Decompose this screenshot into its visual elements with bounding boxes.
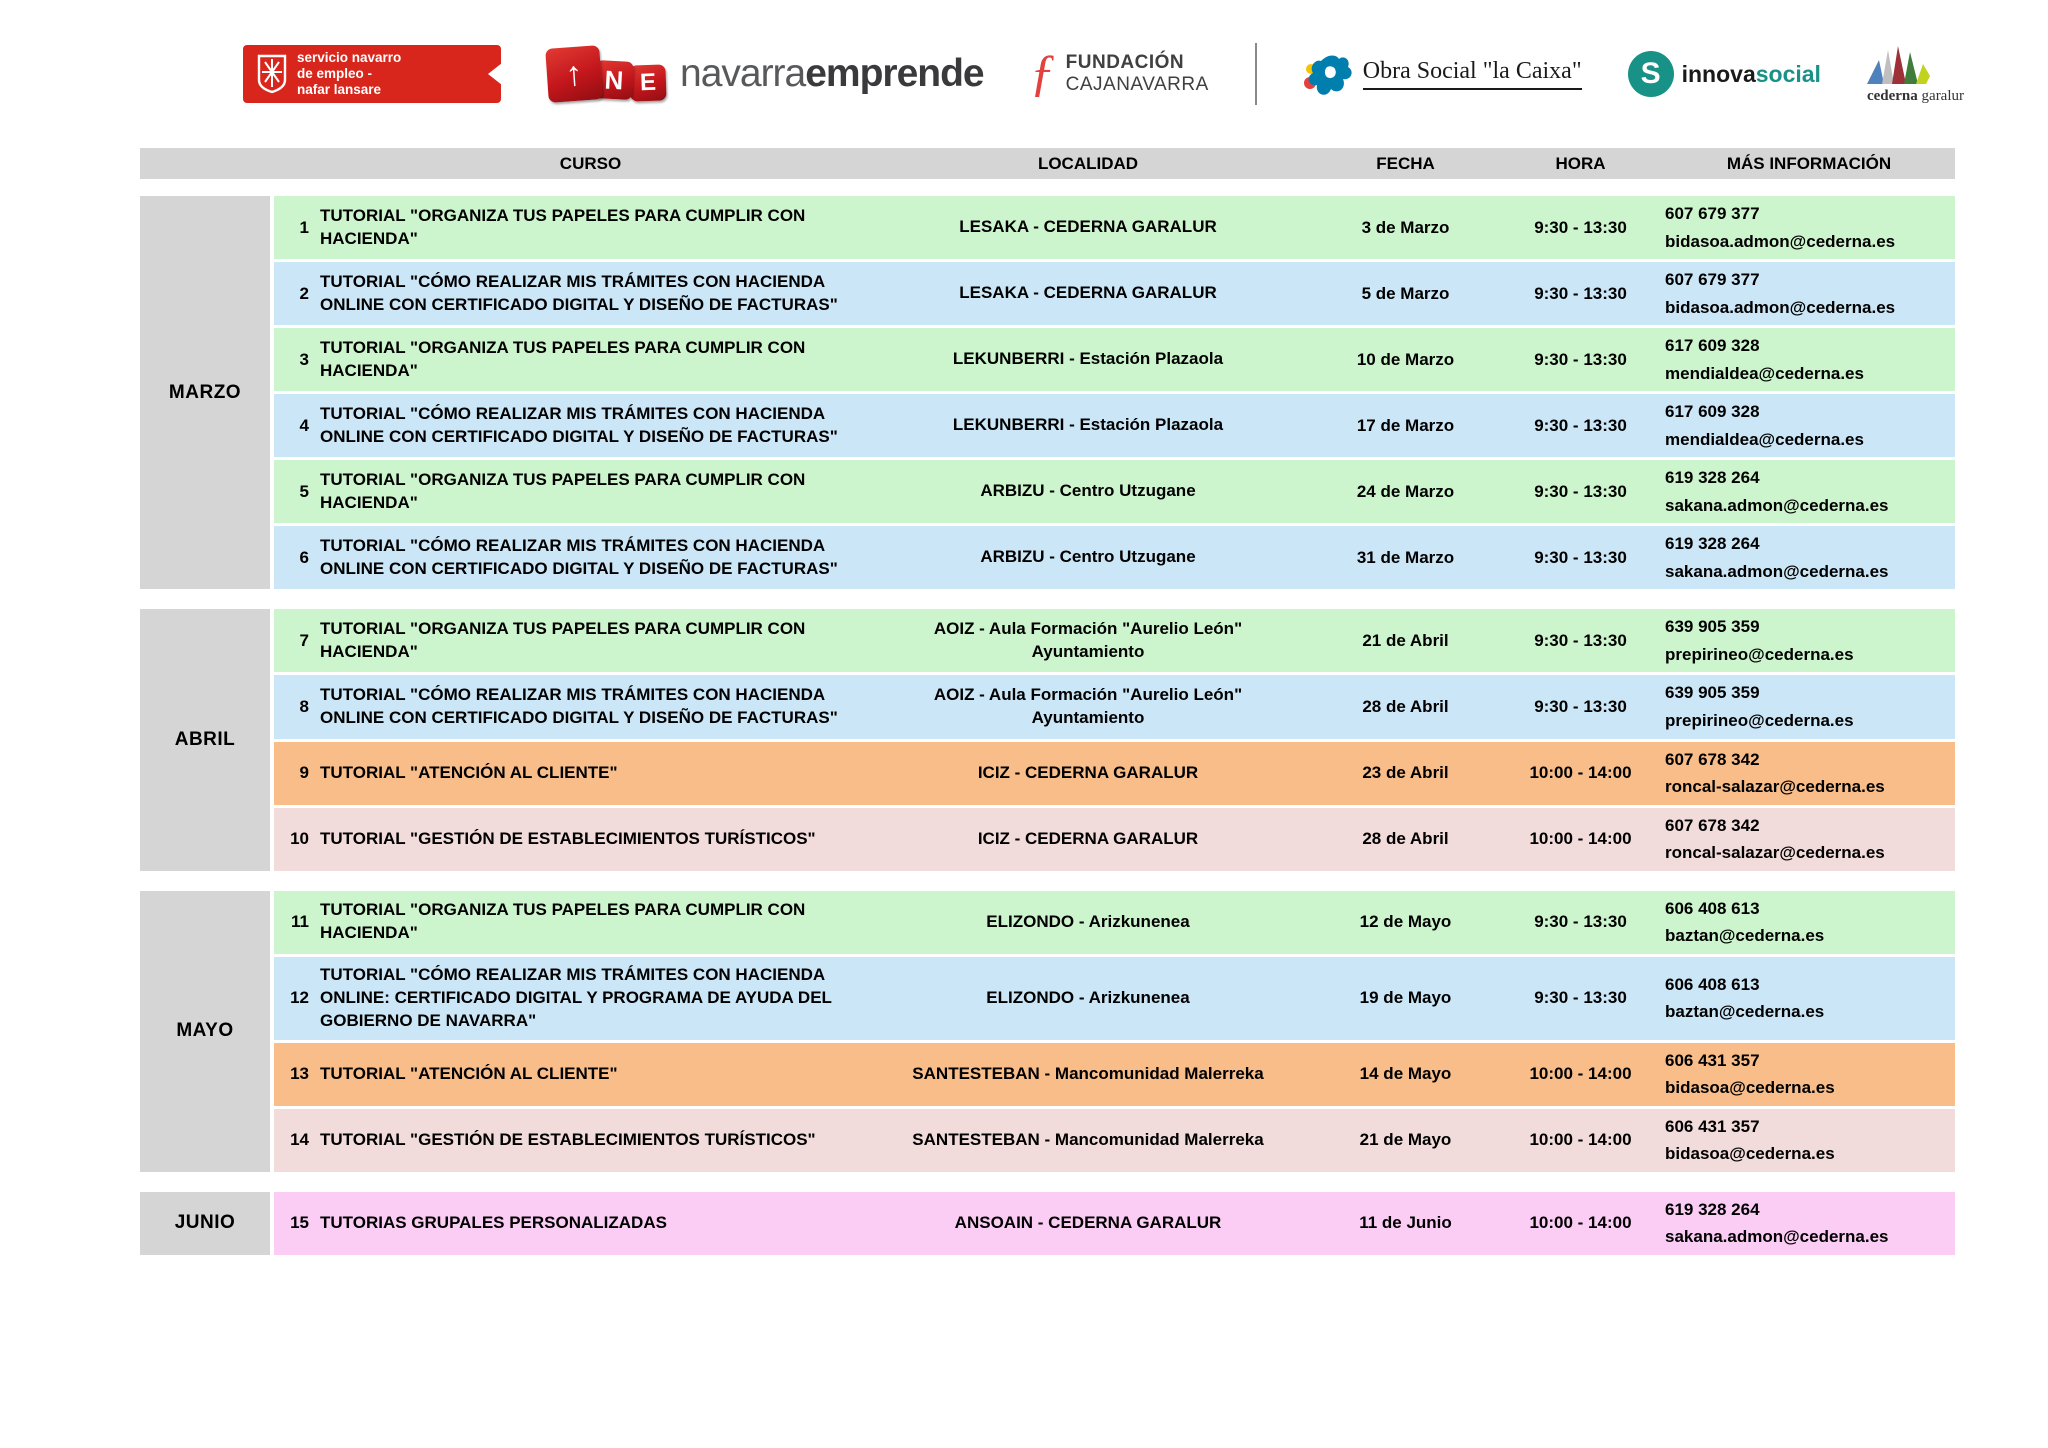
table-row: [274, 1043, 1955, 1106]
cederna-part2: garalur: [1917, 87, 1965, 104]
month-rows: [274, 1192, 1955, 1255]
table-row: [274, 891, 1955, 954]
month-label: MAYO: [140, 891, 270, 1172]
table-row: [274, 675, 1955, 738]
fecha-cell: 5 de Marzo: [1361, 283, 1450, 303]
row-number-cell: 13: [290, 1064, 309, 1084]
localidad-cell: AOIZ - Aula Formación "Aurelio León" Ayuntamiento: [933, 618, 1243, 661]
row-number-cell: 1: [299, 217, 309, 237]
cederna-part1: cederna: [1866, 87, 1918, 104]
fecha-cell: 12 de Mayo: [1359, 912, 1452, 932]
row-number-cell: 2: [299, 283, 309, 303]
curso-cell: TUTORIAL "CÓMO REALIZAR MIS TRÁMITES CON HACIENDA ONLINE CON CERTIFICADO DIGITAL Y DISEÑO DE FACTURAS": [320, 685, 838, 727]
hora-cell: 10:00 - 14:00: [1529, 829, 1632, 849]
header-curso: CURSO: [559, 153, 622, 173]
n-cube-icon: N: [594, 60, 634, 100]
phone-number: 606 408 613: [1665, 898, 1760, 918]
mas-informacion-cell: [1663, 808, 1955, 871]
email-address: prepirineo@cederna.es: [1665, 644, 1854, 664]
month-label: JUNIO: [140, 1192, 270, 1255]
curso-cell: TUTORIAL "CÓMO REALIZAR MIS TRÁMITES CON HACIENDA ONLINE CON CERTIFICADO DIGITAL Y DISEÑO DE FACTURAS": [320, 271, 838, 314]
email-address: bidasoa@cederna.es: [1665, 1078, 1835, 1098]
fecha-cell: 31 de Marzo: [1356, 547, 1455, 567]
fecha-cell: 19 de Mayo: [1359, 988, 1452, 1008]
table-row: [274, 196, 1955, 259]
table-row: [274, 460, 1955, 523]
month-section: [140, 891, 1955, 1172]
localidad-cell: LESAKA - CEDERNA GARALUR: [959, 217, 1217, 237]
la-caixa-star-icon: [1303, 47, 1353, 101]
mas-informacion-cell: [1663, 1192, 1955, 1255]
month-rows: [274, 891, 1955, 1172]
localidad-cell: LEKUNBERRI - Estación Plazaola: [952, 349, 1224, 369]
month-label: MARZO: [140, 196, 270, 589]
curso-cell: TUTORIAL "CÓMO REALIZAR MIS TRÁMITES CON HACIENDA ONLINE: CERTIFICADO DIGITAL Y PROGRAMA DE AYUDA DEL GOBIERNO DE NAVARRA": [320, 964, 832, 1030]
curso-cell: TUTORIAL "ORGANIZA TUS PAPELES PARA CUMPLIR CON HACIENDA": [320, 469, 806, 512]
hora-cell: 9:30 - 13:30: [1534, 217, 1627, 237]
innovasocial-wordmark: [1682, 61, 1821, 88]
fundacion-f-icon: ƒ: [1029, 44, 1056, 102]
header-fecha: FECHA: [1376, 153, 1435, 173]
header-localidad: LOCALIDAD: [1037, 153, 1139, 173]
email-address: bidasoa@cederna.es: [1665, 1144, 1835, 1164]
email-address: sakana.admon@cederna.es: [1665, 495, 1889, 515]
sne-line1: servicio navarro: [297, 50, 402, 66]
ne-word-regular: navarra: [680, 52, 806, 95]
ne-cubes-icon: [547, 47, 666, 101]
phone-number: 639 905 359: [1665, 617, 1760, 637]
e-cube-icon: E: [629, 64, 666, 101]
localidad-cell: ELIZONDO - Arizkunenea: [986, 987, 1190, 1007]
phone-number: 607 678 342: [1665, 749, 1760, 769]
table-row: [274, 262, 1955, 325]
obra-social-la-caixa-logo: [1303, 47, 1582, 101]
localidad-cell: SANTESTEBAN - Mancomunidad Malerreka: [912, 1129, 1264, 1149]
mas-informacion-cell: [1663, 526, 1955, 589]
hora-cell: 9:30 - 13:30: [1534, 283, 1627, 303]
mas-informacion-cell: [1663, 196, 1955, 259]
cederna-garalur-logo: [1867, 44, 1964, 105]
mas-informacion-cell: [1663, 675, 1955, 738]
phone-number: 619 328 264: [1665, 468, 1760, 488]
hora-cell: 9:30 - 13:30: [1534, 912, 1627, 932]
mas-informacion-cell: [1663, 1109, 1955, 1172]
sne-line2: de empleo -: [297, 66, 373, 82]
month-rows: [274, 196, 1955, 589]
ne-word-bold: emprende: [805, 52, 984, 95]
fecha-cell: 17 de Marzo: [1356, 415, 1455, 435]
month-section: [140, 609, 1955, 870]
table-header-row: [140, 148, 1955, 179]
month-label: ABRIL: [140, 609, 270, 870]
mas-informacion-cell: [1663, 957, 1955, 1040]
month-rows: [274, 609, 1955, 870]
navarra-emprende-logo: [547, 47, 984, 101]
email-address: mendialdea@cederna.es: [1665, 363, 1864, 383]
hora-cell: 9:30 - 13:30: [1534, 630, 1627, 650]
month-section: [140, 1192, 1955, 1255]
navarra-crest-icon: [257, 54, 287, 94]
row-number-cell: 10: [290, 829, 309, 849]
email-address: sakana.admon@cederna.es: [1665, 561, 1889, 581]
curso-cell: TUTORIAL "GESTIÓN DE ESTABLECIMIENTOS TURÍSTICOS": [320, 828, 816, 848]
curso-cell: TUTORIAL "CÓMO REALIZAR MIS TRÁMITES CON HACIENDA ONLINE CON CERTIFICADO DIGITAL Y DISEÑO DE FACTURAS": [320, 535, 838, 578]
hora-cell: 9:30 - 13:30: [1534, 547, 1627, 567]
table-row: [274, 526, 1955, 589]
fecha-cell: 28 de Abril: [1362, 696, 1449, 716]
phone-number: 607 679 377: [1665, 270, 1760, 290]
localidad-cell: LEKUNBERRI - Estación Plazaola: [952, 415, 1224, 435]
hora-cell: 9:30 - 13:30: [1534, 481, 1627, 501]
fecha-cell: 10 de Marzo: [1356, 349, 1455, 369]
curso-cell: TUTORIAL "ATENCIÓN AL CLIENTE": [320, 1063, 618, 1083]
hora-cell: 9:30 - 13:30: [1534, 415, 1627, 435]
phone-number: 619 328 264: [1665, 1199, 1760, 1219]
table-row: [274, 1109, 1955, 1172]
email-address: baztan@cederna.es: [1665, 1002, 1825, 1022]
fecha-cell: 28 de Abril: [1362, 829, 1449, 849]
row-number-cell: 3: [299, 349, 309, 369]
logo-bar: [0, 0, 2048, 148]
hora-cell: 10:00 - 14:00: [1529, 1130, 1632, 1150]
table-row: [274, 394, 1955, 457]
row-number-cell: 9: [299, 763, 309, 783]
innova-part1: innova: [1681, 60, 1756, 87]
localidad-cell: ICIZ - CEDERNA GARALUR: [977, 828, 1199, 848]
curso-cell: TUTORIAL "ORGANIZA TUS PAPELES PARA CUMPLIR CON HACIENDA": [320, 205, 806, 248]
fecha-cell: 23 de Abril: [1362, 763, 1449, 783]
phone-number: 617 609 328: [1665, 402, 1760, 422]
fundacion-line1: FUNDACIÓN: [1065, 52, 1185, 74]
curso-cell: TUTORIAL "ORGANIZA TUS PAPELES PARA CUMPLIR CON HACIENDA": [320, 337, 806, 380]
phone-number: 619 328 264: [1665, 534, 1760, 554]
hora-cell: 9:30 - 13:30: [1534, 988, 1627, 1008]
mas-informacion-cell: [1663, 609, 1955, 672]
navarra-emprende-wordmark: [680, 52, 984, 96]
row-number-cell: 7: [299, 630, 309, 650]
email-address: roncal-salazar@cederna.es: [1665, 843, 1885, 863]
mas-informacion-cell: [1663, 394, 1955, 457]
localidad-cell: ARBIZU - Centro Utzugane: [980, 547, 1196, 567]
table-row: [274, 808, 1955, 871]
mas-informacion-cell: [1663, 328, 1955, 391]
row-number-cell: 15: [290, 1213, 309, 1233]
localidad-cell: ICIZ - CEDERNA GARALUR: [977, 762, 1199, 782]
obra-social-label: Obra Social "la Caixa": [1363, 58, 1582, 90]
localidad-cell: ARBIZU - Centro Utzugane: [980, 481, 1196, 501]
table-row: [274, 609, 1955, 672]
fecha-cell: 21 de Mayo: [1359, 1130, 1452, 1150]
table-body: [140, 196, 1955, 1255]
curso-cell: TUTORIAL "ORGANIZA TUS PAPELES PARA CUMPLIR CON HACIENDA": [320, 900, 806, 943]
header-mas-informacion: MÁS INFORMACIÓN: [1726, 153, 1892, 173]
innovasocial-logo: [1628, 51, 1821, 97]
phone-number: 617 609 328: [1665, 336, 1760, 356]
email-address: prepirineo@cederna.es: [1665, 710, 1854, 730]
logo-divider: [1255, 43, 1257, 105]
email-address: baztan@cederna.es: [1665, 926, 1825, 946]
phone-number: 606 431 357: [1665, 1050, 1760, 1070]
innovasocial-s-icon: S: [1628, 51, 1674, 97]
email-address: mendialdea@cederna.es: [1665, 429, 1864, 449]
cederna-wordmark: [1867, 88, 1964, 105]
fecha-cell: 11 de Junio: [1359, 1213, 1452, 1233]
servicio-navarro-logo: [243, 45, 501, 103]
phone-number: 639 905 359: [1665, 683, 1760, 703]
email-address: bidasoa.admon@cederna.es: [1665, 297, 1896, 317]
email-address: sakana.admon@cederna.es: [1665, 1227, 1889, 1247]
hora-cell: 10:00 - 14:00: [1529, 1064, 1632, 1084]
row-number-cell: 4: [299, 415, 309, 435]
fundacion-line2: CAJANAVARRA: [1065, 73, 1209, 95]
curso-cell: TUTORIAS GRUPALES PERSONALIZADAS: [320, 1212, 667, 1232]
hora-cell: 9:30 - 13:30: [1534, 696, 1627, 716]
fundacion-cajanavarra-logo: [1029, 44, 1209, 102]
month-section: [140, 196, 1955, 589]
localidad-cell: LESAKA - CEDERNA GARALUR: [959, 283, 1217, 303]
mas-informacion-cell: [1663, 262, 1955, 325]
row-number-cell: 6: [299, 547, 309, 567]
row-number-cell: 14: [290, 1130, 309, 1150]
phone-number: 606 431 357: [1665, 1116, 1760, 1136]
hora-cell: 10:00 - 14:00: [1529, 763, 1632, 783]
fecha-cell: 24 de Marzo: [1356, 481, 1455, 501]
localidad-cell: AOIZ - Aula Formación "Aurelio León" Ayuntamiento: [933, 685, 1243, 727]
mas-informacion-cell: [1663, 1043, 1955, 1106]
curso-cell: TUTORIAL "ORGANIZA TUS PAPELES PARA CUMPLIR CON HACIENDA": [320, 618, 806, 661]
innova-part2: social: [1755, 60, 1821, 87]
row-number-cell: 11: [291, 912, 309, 932]
row-number-cell: 8: [299, 696, 309, 716]
curso-cell: TUTORIAL "CÓMO REALIZAR MIS TRÁMITES CON HACIENDA ONLINE CON CERTIFICADO DIGITAL Y DISEÑO DE FACTURAS": [320, 403, 838, 446]
mas-informacion-cell: [1663, 460, 1955, 523]
hora-cell: 9:30 - 13:30: [1534, 349, 1627, 369]
cederna-mountain-icon: [1867, 44, 1931, 86]
localidad-cell: ANSOAIN - CEDERNA GARALUR: [954, 1212, 1222, 1232]
email-address: bidasoa.admon@cederna.es: [1665, 231, 1896, 251]
arrow-up-cube-icon: ↑: [545, 45, 603, 103]
fecha-cell: 21 de Abril: [1362, 630, 1449, 650]
mas-informacion-cell: [1663, 742, 1955, 805]
hora-cell: 10:00 - 14:00: [1529, 1213, 1632, 1233]
curso-cell: TUTORIAL "GESTIÓN DE ESTABLECIMIENTOS TURÍSTICOS": [320, 1129, 816, 1149]
sne-notch-shape: [488, 63, 502, 85]
email-address: roncal-salazar@cederna.es: [1665, 777, 1885, 797]
row-number-cell: 12: [290, 988, 309, 1008]
row-number-cell: 5: [299, 481, 309, 501]
sne-line3: nafar lansare: [297, 81, 382, 97]
table-row: [274, 742, 1955, 805]
table-row: [274, 957, 1955, 1040]
header-hora: HORA: [1555, 153, 1606, 173]
curso-cell: TUTORIAL "ATENCIÓN AL CLIENTE": [320, 762, 618, 782]
phone-number: 607 679 377: [1665, 204, 1760, 223]
fecha-cell: 14 de Mayo: [1359, 1064, 1452, 1084]
localidad-cell: SANTESTEBAN - Mancomunidad Malerreka: [912, 1063, 1264, 1083]
mas-informacion-cell: [1663, 891, 1955, 954]
course-schedule-table: [140, 148, 1955, 1255]
localidad-cell: ELIZONDO - Arizkunenea: [986, 911, 1190, 931]
phone-number: 607 678 342: [1665, 815, 1760, 835]
table-row: [274, 1192, 1955, 1255]
table-row: [274, 328, 1955, 391]
fecha-cell: 3 de Marzo: [1361, 217, 1450, 237]
phone-number: 606 408 613: [1665, 974, 1760, 994]
